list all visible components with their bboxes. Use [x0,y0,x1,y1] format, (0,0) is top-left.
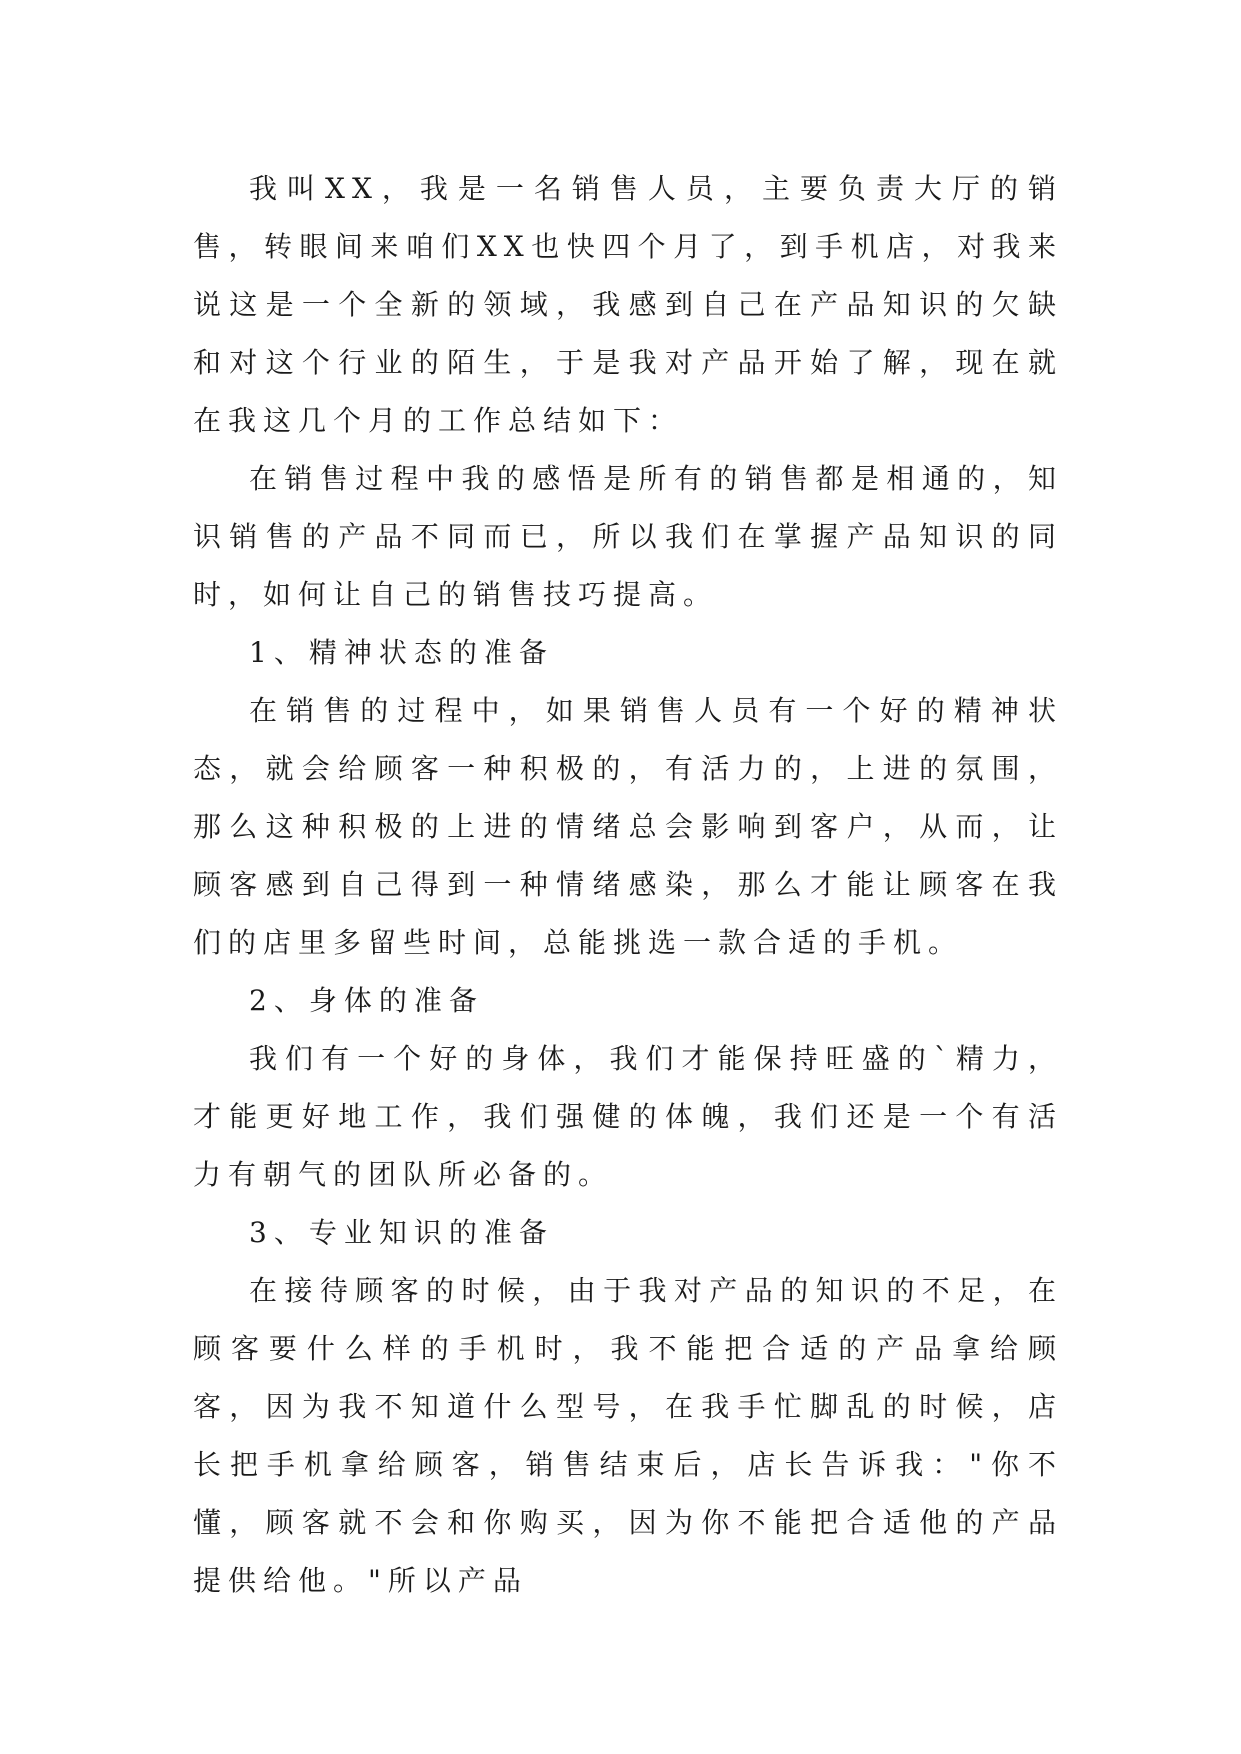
paragraph-physical: 我们有一个好的身体，我们才能保持旺盛的`精力，才能更好地工作，我们强健的体魄，我们还是一个有活力有朝气的团队所必备的。 [193,1042,1063,1191]
document-body [193,160,1063,1610]
paragraph-knowledge: 在接待顾客的时候，由于我对产品的知识的不足，在顾客要什么样的手机时，我不能把合适的产品拿给顾客，因为我不知道什么型号，在我手忙脚乱的时候，店长把手机拿给顾客，销售结束后，店长告诉我："你不懂，顾客就不会和你购买，因为你不能把合适他的产品提供给他。"所以产品 [193,1274,1063,1597]
heading-knowledge: 3、专业知识的准备 [249,1216,554,1249]
heading-physical: 2、身体的准备 [249,984,484,1017]
paragraph-sales-insight: 在销售过程中我的感悟是所有的销售都是相通的，知识销售的产品不同而已，所以我们在掌握产品知识的同时，如何让自己的销售技巧提高。 [193,462,1063,611]
paragraph-intro: 我叫XX，我是一名销售人员，主要负责大厅的销售，转眼间来咱们XX也快四个月了，到手机店，对我来说这是一个全新的领域，我感到自己在产品知识的欠缺和对这个行业的陌生，于是我对产品开始了解，现在就在我这几个月的工作总结如下： [193,172,1063,437]
heading-mental-state: 1、精神状态的准备 [249,636,554,669]
paragraph-mental-state: 在销售的过程中，如果销售人员有一个好的精神状态，就会给顾客一种积极的，有活力的，上进的氛围，那么这种积极的上进的情绪总会影响到客户，从而，让顾客感到自己得到一种情绪感染，那么才能让顾客在我们的店里多留些时间，总能挑选一款合适的手机。 [193,694,1063,959]
